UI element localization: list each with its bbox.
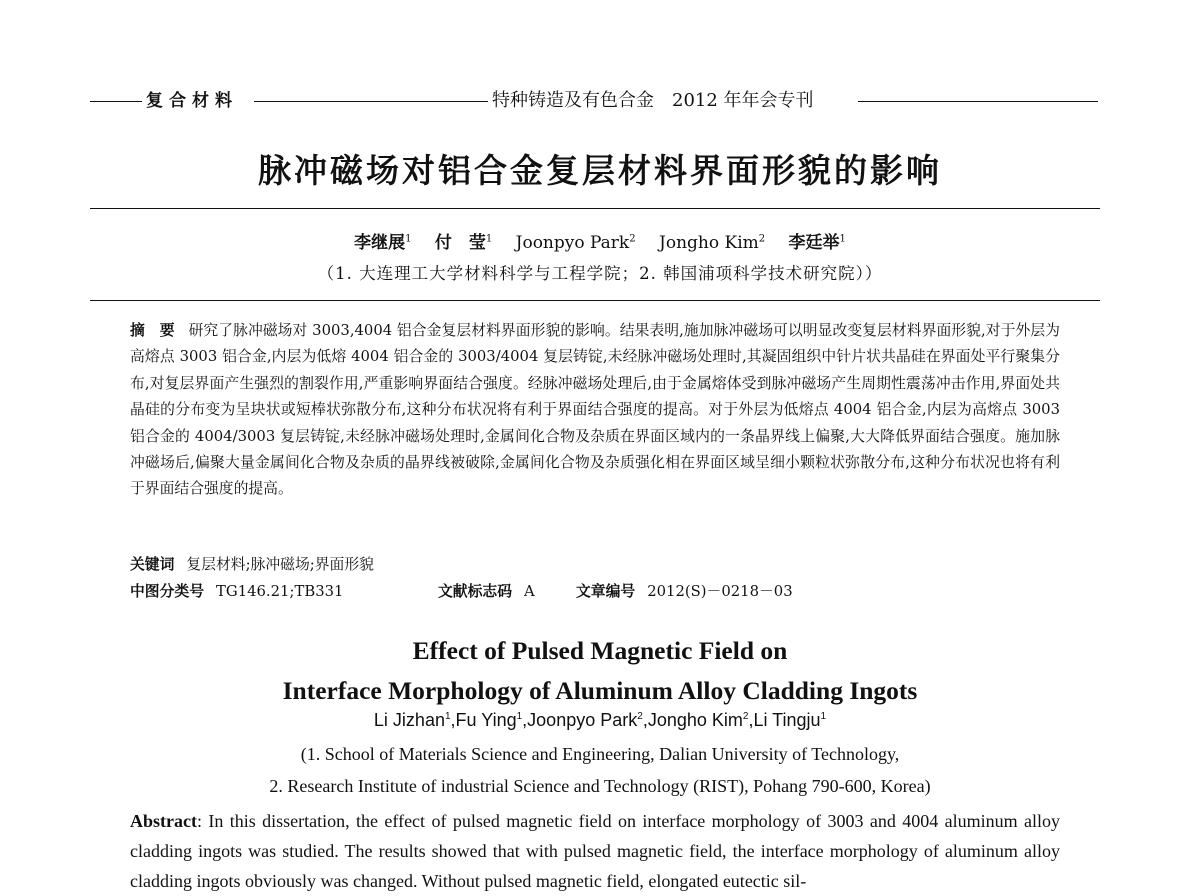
paper-title-en-line1: Effect of Pulsed Magnetic Field on [412, 636, 788, 665]
clc-label: 中图分类号 [130, 583, 204, 600]
affiliation-cn: （1. 大连理工大学材料科学与工程学院；2. 韩国浦项科学技术研究院）） [317, 264, 883, 283]
author-list-en: Li Jizhan$^1$,Fu Ying$^1$,Joonpyo Park$^2$,Jongho Kim$^2$,Li Tingju$^1$ [373, 710, 827, 730]
author-affiliation-mark: 1 [839, 233, 846, 245]
article-number-value: 2012(S)－0218－03 [647, 583, 793, 600]
author-affiliation-mark: 1 [820, 711, 827, 722]
author-name: 李廷举 [788, 233, 840, 253]
author-name: Jongho Kim [659, 233, 759, 253]
keywords-text: 复层材料;脉冲磁场;界面形貌 [186, 556, 374, 573]
abstract-cn [130, 318, 1060, 503]
author-affiliation-mark: 1 [444, 711, 451, 722]
header-rule-middle [254, 101, 488, 102]
author-name: 付 莹 [434, 233, 486, 253]
author-name-en: Fu Ying [455, 710, 517, 730]
author-affiliation-mark: 2 [629, 233, 636, 245]
title-rule [90, 208, 1100, 209]
author-name: 李继展 [354, 233, 406, 253]
journal-info: 特种铸造及有色合金 2012 年年会专刊 [492, 90, 814, 111]
author-affiliation-mark: 1 [485, 233, 493, 245]
header-rule-left [90, 101, 142, 102]
author-name-en: Li Jizhan [373, 710, 445, 730]
doc-code-value: A [524, 583, 535, 600]
article-number-label: 文章编号 [576, 583, 636, 600]
clc-value: TG146.21;TB331 [216, 583, 344, 600]
keywords-row [130, 553, 374, 574]
affiliation-en-line1: (1. School of Materials Science and Engineering, Dalian University of Technology, [300, 744, 900, 764]
author-name: Joonpyo Park [515, 233, 630, 253]
keywords-label: 关键词 [130, 556, 175, 573]
paper-title-cn: 脉冲磁场对铝合金复层材料界面形貌的影响 [258, 151, 942, 190]
author-affiliation-mark: 1 [516, 711, 523, 722]
abstract-en [130, 806, 1060, 896]
header-rule-right [858, 101, 1098, 102]
affiliation-rule [90, 300, 1100, 301]
paper-title-en-line2: Interface Morphology of Aluminum Alloy Cladding Ingots [282, 676, 918, 705]
author-name-en: Jongho Kim [647, 710, 743, 730]
author-affiliation-mark: 2 [758, 233, 766, 245]
author-name-en: Li Tingju [753, 710, 821, 730]
classification-row [130, 580, 793, 601]
author-affiliation-mark: 2 [742, 711, 749, 722]
section-label: 复合材料 [146, 91, 238, 111]
author-name-en: Joonpyo Park [527, 710, 638, 730]
doc-code-label: 文献标志码 [438, 583, 512, 600]
abstract-cn-text: 研究了脉冲磁场对 3003,4004 铝合金复层材料界面形貌的影响。结果表明,施加脉冲磁场可以明显改变复层材料界面形貌,对于外层为高熔点 3003 铝合金,内层为低熔 4004 铝合金的 3003/4004 复层铸锭,未经脉冲磁场处理时,其凝固组织中针片状共晶硅在界面处平行聚集分布,对复层界面产生强烈的割裂作用,严重影响界面结合强度。经脉冲磁场处理后,由于金属熔体受到脉冲磁场产生周期性震荡冲击作用,界面处共晶硅的分布变为呈块状或短棒状弥散分布,这种分布状况将有利于界面结合强度的提高。对于外层为低熔点 4004 铝合金,内层为高熔点 3003 铝合金的 4004/3003 复层铸锭,未经脉冲磁场处理时,金属间化合物及杂质在界面区域内的一条晶界线上偏聚,大大降低界面结合强度。施加脉冲磁场后,偏聚大量金属间化合物及杂质的晶界线被破除,金属间化合物及杂质强化相在界面区域呈细小颗粒状弥散分布,这种分布状况也将有利于界面结合强度的提高。 [130, 322, 1060, 498]
abstract-cn-label: 摘 要 [130, 322, 175, 339]
abstract-en-text: : In this dissertation, the effect of pulsed magnetic field on interface morphology of 3003 and 4004 aluminum alloy cladding ingots was studied. The results showed that with pulsed magnetic field, the interface morphology of aluminum alloy cladding ingots obviously was changed. Without pulsed magnetic field, elongated eutectic sil- [130, 811, 1060, 891]
abstract-en-label: Abstract [130, 811, 197, 831]
author-affiliation-mark: 1 [405, 233, 412, 245]
author-list-cn [0, 228, 1200, 253]
author-affiliation-mark: 2 [637, 711, 643, 722]
affiliation-en-line2: 2. Research Institute of industrial Science and Technology (RIST), Pohang 790-600, Korea) [269, 776, 931, 796]
